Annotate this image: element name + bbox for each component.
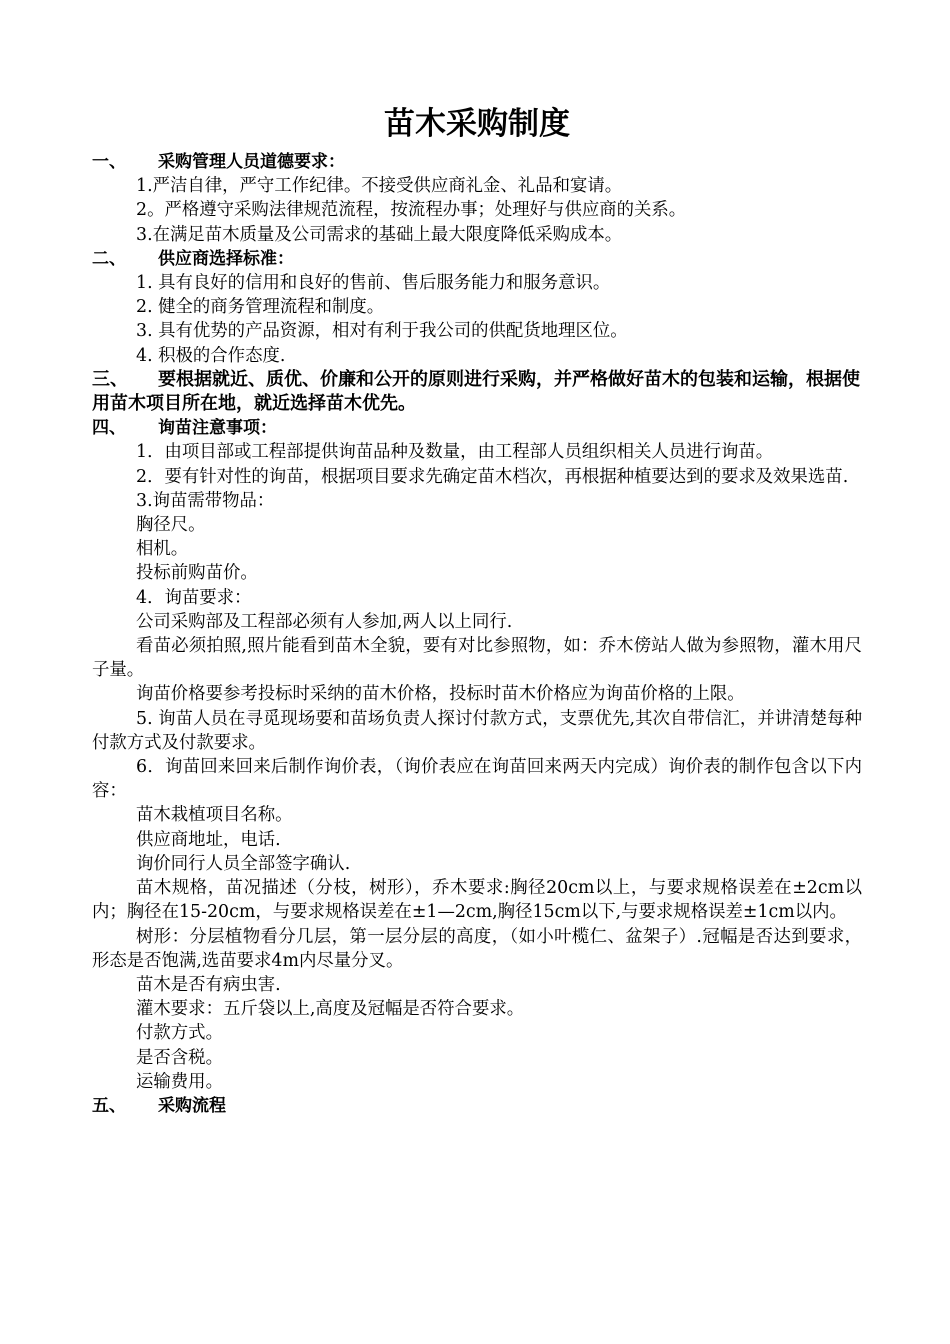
section-2-item-1: 1. 具有良好的信用和良好的售前、售后服务能力和服务意识。 bbox=[136, 273, 611, 294]
section-3-title: 要根据就近、质优、价廉和公开的原则进行采购，并严格做好苗木的包装和运输，根据使用苗木项目所在地，就近选择苗木优先。 bbox=[92, 368, 860, 415]
section-4-item-3: 3.询苗需带物品： bbox=[136, 490, 275, 511]
section-2-heading bbox=[92, 247, 862, 271]
section-2-number: 二、 bbox=[92, 248, 126, 269]
section-4-item-13: 苗木栽植项目名称。 bbox=[136, 805, 293, 826]
section-4-item-10: 询苗价格要参考投标时采纳的苗木价格，投标时苗木价格应为询苗价格的上限。 bbox=[136, 684, 745, 705]
section-4-number: 四、 bbox=[92, 418, 126, 439]
section-2-item-4: 4. 积极的合作态度. bbox=[136, 345, 286, 366]
section-4-title: 询苗注意事项： bbox=[158, 418, 277, 439]
section-1-title: 采购管理人员道德要求： bbox=[158, 152, 345, 172]
section-1-item-3: 3.在满足苗木质量及公司需求的基础上最大限度降低采购成本。 bbox=[136, 224, 623, 245]
section-1-item-1: 1.严洁自律，严守工作纪律。不接受供应商礼金、礼品和宴请。 bbox=[136, 176, 623, 197]
section-4-item-18: 苗木是否有病虫害. bbox=[136, 974, 281, 995]
section-4-item-4: 胸径尺。 bbox=[136, 515, 206, 536]
section-4-item-14: 供应商地址，电话. bbox=[136, 829, 281, 850]
section-2-title: 供应商选择标准： bbox=[158, 248, 294, 269]
section-1 bbox=[92, 150, 862, 247]
section-1-item-2: 2。严格遵守采购法律规范流程，按流程办事；处理好与供应商的关系。 bbox=[136, 200, 687, 221]
section-1-heading bbox=[92, 150, 862, 174]
section-4-item-19: 灌木要求：五斤袋以上,高度及冠幅是否符合要求。 bbox=[136, 999, 525, 1020]
section-4-item-15: 询价同行人员全部签字确认. bbox=[136, 853, 351, 874]
section-4-heading bbox=[92, 416, 862, 440]
section-5-number: 五、 bbox=[92, 1095, 126, 1116]
section-4-item-22: 运输费用。 bbox=[136, 1071, 223, 1092]
section-5-heading bbox=[92, 1094, 862, 1118]
section-3 bbox=[92, 368, 862, 416]
section-3-number: 三、 bbox=[92, 368, 128, 390]
section-4-item-5: 相机。 bbox=[136, 539, 189, 560]
section-5 bbox=[92, 1094, 862, 1118]
section-4-item-11: 5. 询苗人员在寻觅现场要和苗场负责人探讨付款方式，支票优先,其次自带信汇，并讲清楚每种付款方式及付款要求。 bbox=[92, 708, 862, 753]
section-4-item-2: 2．要有针对性的询苗，根据项目要求先确定苗木档次，再根据种植要达到的要求及效果选苗. bbox=[136, 466, 849, 487]
section-4-item-6: 投标前购苗价。 bbox=[136, 563, 258, 584]
section-4-item-9: 看苗必须拍照,照片能看到苗木全貌，要有对比参照物，如：乔木傍站人做为参照物，灌木用尺子量。 bbox=[92, 636, 862, 681]
section-4-item-12: 6．询苗回来回来后制作询价表，（询价表应在询苗回来两天内完成）询价表的制作包含以下内容： bbox=[92, 757, 862, 802]
section-4-item-8: 公司采购部及工程部必须有人参加,两人以上同行. bbox=[136, 611, 513, 632]
section-4-item-16: 苗木规格，苗况描述（分枝，树形），乔木要求:胸径20cm以上，与要求规格误差在±2cm以内；胸径在15-20cm，与要求规格误差在±1—2cm,胸径15cm以下,与要求规格误差±1cm以内。 bbox=[92, 878, 862, 923]
section-2-item-2: 2. 健全的商务管理流程和制度。 bbox=[136, 297, 385, 318]
section-1-number: 一、 bbox=[92, 152, 126, 172]
section-5-title: 采购流程 bbox=[158, 1095, 226, 1116]
section-3-heading bbox=[92, 368, 862, 416]
document-title: 苗木采购制度 bbox=[384, 106, 570, 142]
section-4-item-21: 是否含税。 bbox=[136, 1047, 223, 1068]
section-4-item-1: 1．由项目部或工程部提供询苗品种及数量，由工程部人员组织相关人员进行询苗。 bbox=[136, 442, 774, 463]
section-2-item-3: 3. 具有优势的产品资源，相对有利于我公司的供配货地理区位。 bbox=[136, 321, 628, 342]
section-4-item-7: 4．询苗要求： bbox=[136, 587, 252, 608]
section-4-item-20: 付款方式。 bbox=[136, 1023, 223, 1044]
section-2 bbox=[92, 247, 862, 368]
section-4 bbox=[92, 416, 862, 1094]
document-page bbox=[92, 100, 862, 1118]
section-4-item-17: 树形：分层植物看分几层，第一层分层的高度，（如小叶榄仁、盆架子）.冠幅是否达到要求，形态是否饱满,选苗要求4m内尽量分叉。 bbox=[92, 926, 862, 971]
